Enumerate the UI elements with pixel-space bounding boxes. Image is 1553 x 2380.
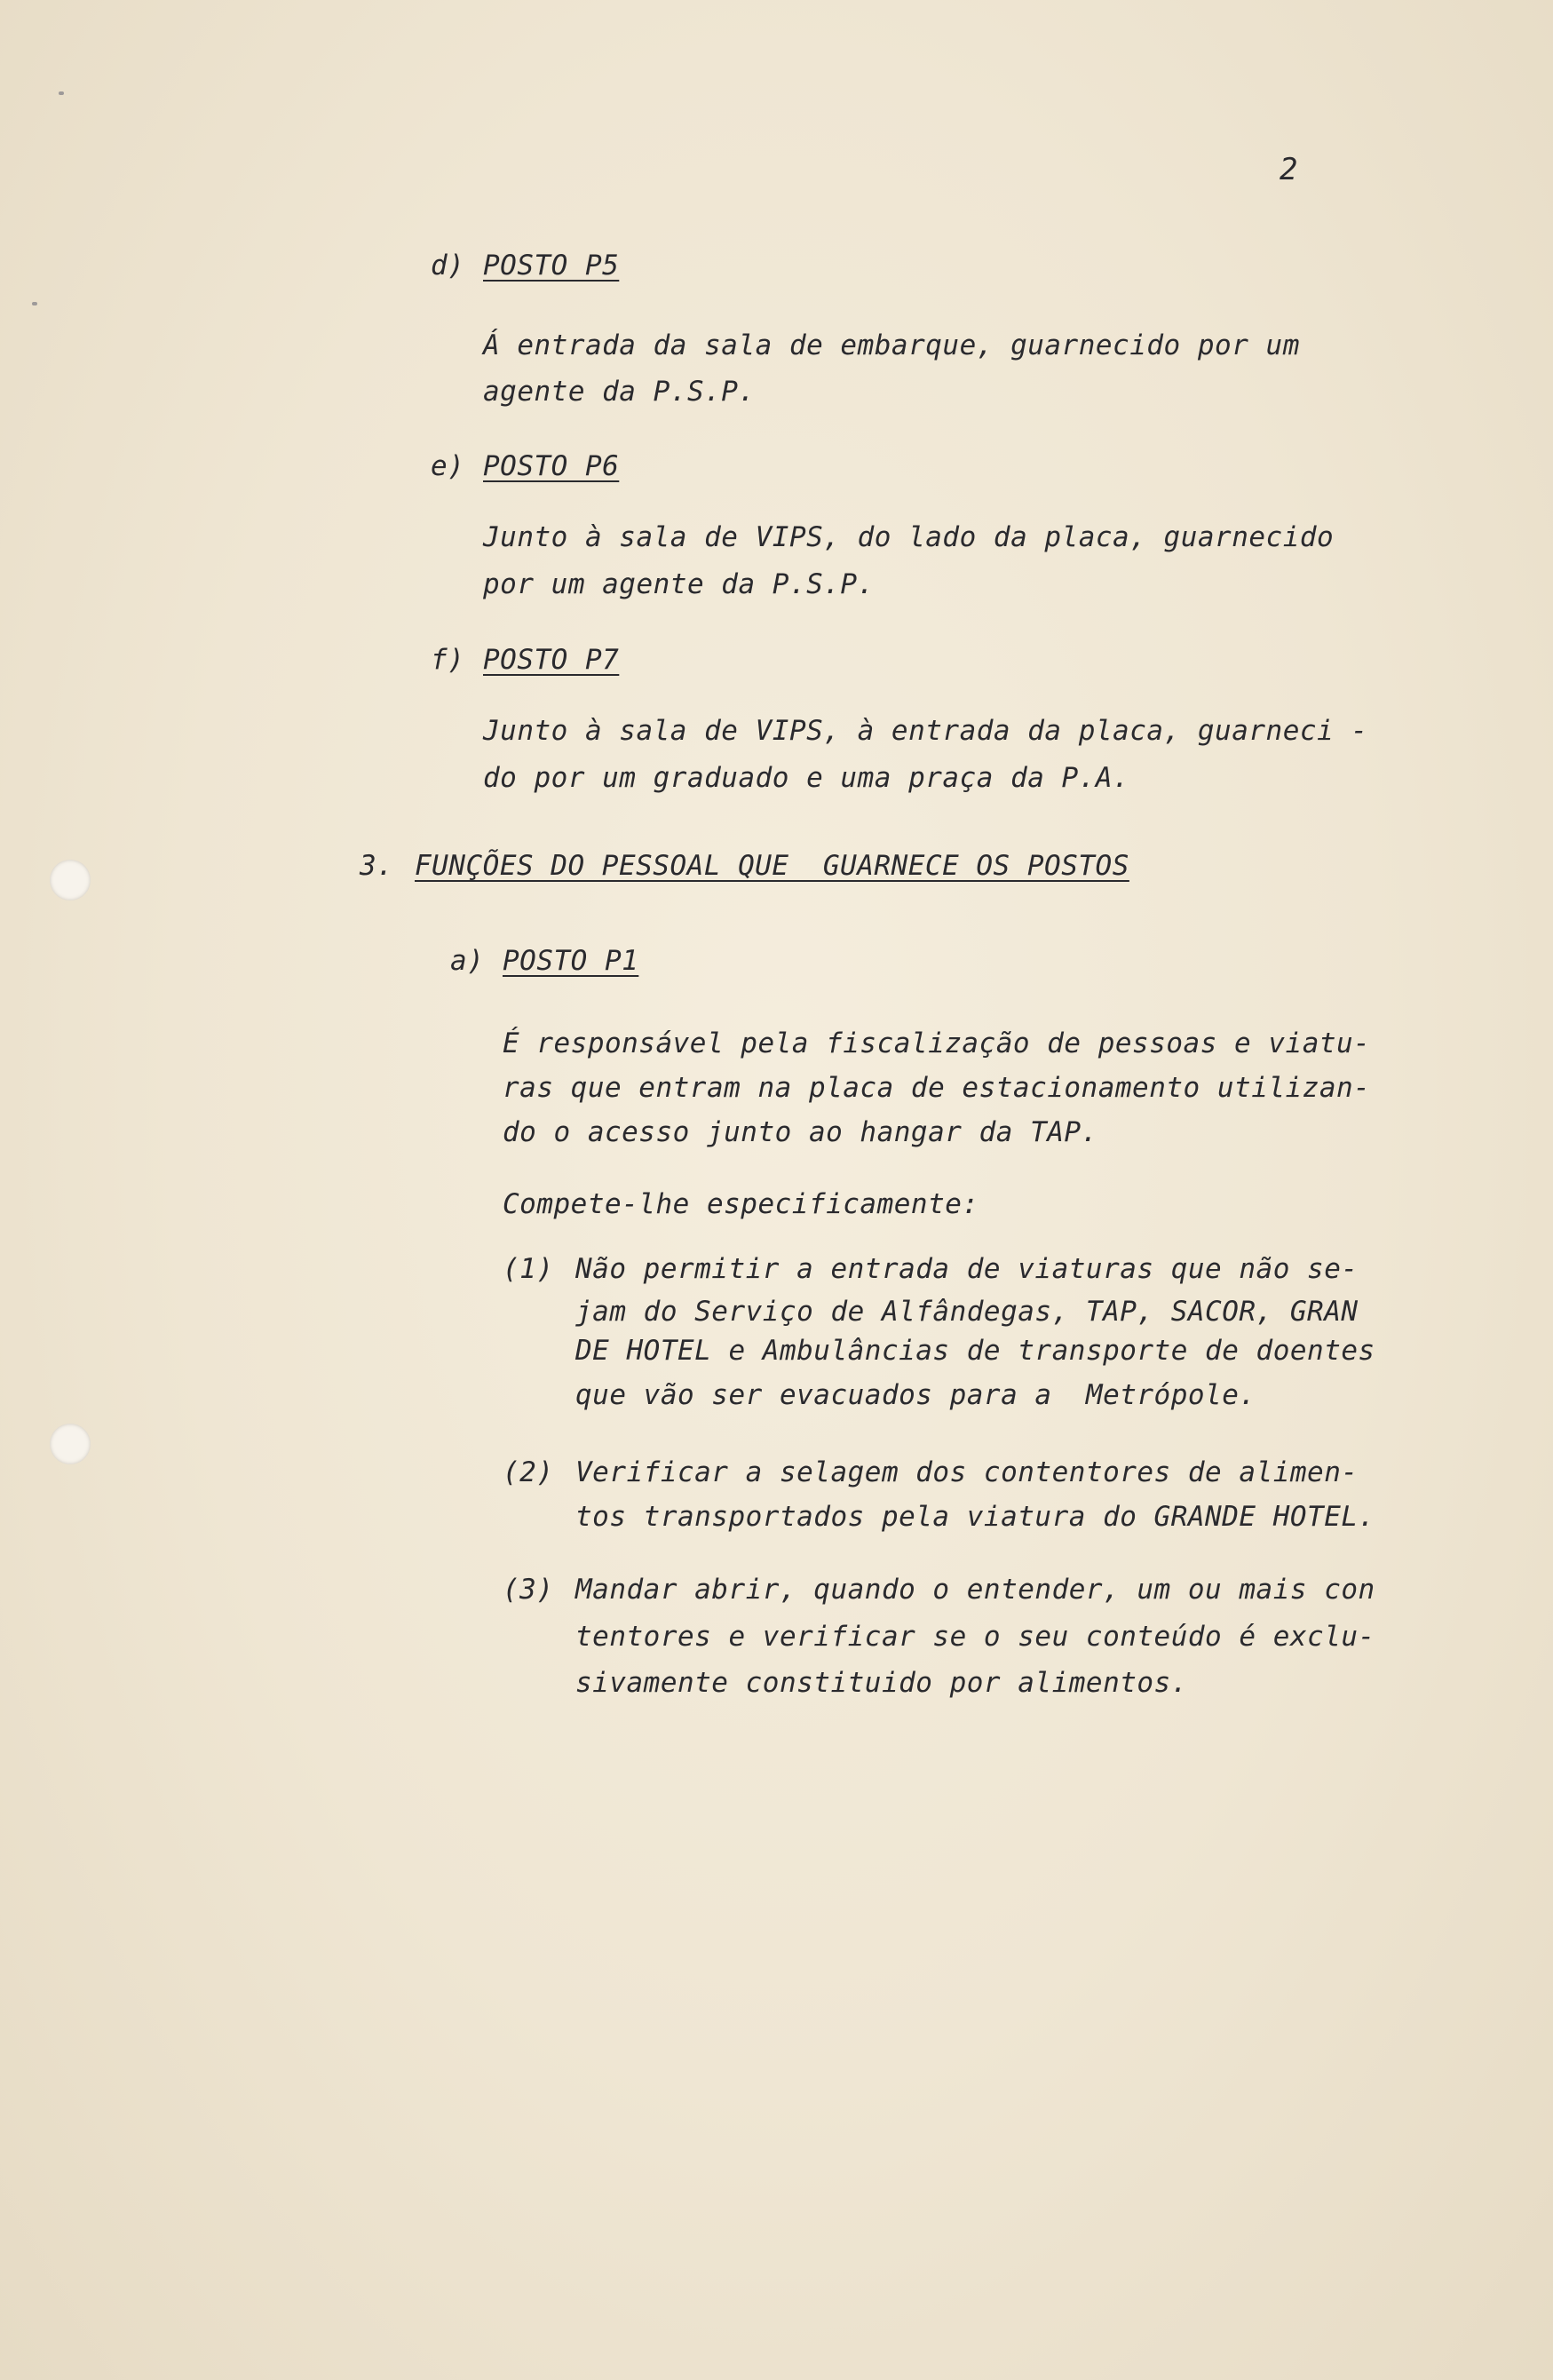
page-number: 2 xyxy=(1280,152,1298,187)
item-label-f: f) xyxy=(431,644,465,676)
paper-speck xyxy=(32,302,37,305)
item-label-d: d) xyxy=(431,250,465,282)
posto-p6-line-1: Junto à sala de VIPS, do lado da placa, guarnecido xyxy=(483,521,1335,553)
posto-p1-paragraph-line-3: do o acesso junto ao hangar da TAP. xyxy=(503,1116,1098,1148)
heading-posto-p5: POSTO P5 xyxy=(483,250,620,282)
list-item-2-line-1: Verificar a selagem dos contentores de alimen- xyxy=(575,1456,1359,1488)
heading-posto-p6: POSTO P6 xyxy=(483,450,620,482)
list-item-number-3: (3) xyxy=(503,1574,554,1606)
heading-posto-p7: POSTO P7 xyxy=(483,644,620,676)
compete-intro: Compete-lhe especificamente: xyxy=(503,1188,979,1220)
punch-hole-bottom xyxy=(50,1424,91,1464)
item-label-e: e) xyxy=(431,450,465,482)
posto-p5-line-2: agente da P.S.P. xyxy=(483,376,756,408)
list-item-2-line-2: tos transportados pela viatura do GRANDE HOTEL. xyxy=(575,1501,1375,1533)
list-item-number-2: (2) xyxy=(503,1456,554,1488)
posto-p1-paragraph-line-2: ras que entram na placa de estacionamento utilizan- xyxy=(503,1072,1371,1104)
item-label-a: a) xyxy=(450,945,485,977)
list-item-3-line-3: sivamente constituido por alimentos. xyxy=(575,1667,1188,1699)
posto-p7-line-1: Junto à sala de VIPS, à entrada da placa, guarneci - xyxy=(483,715,1368,747)
list-item-1-line-1: Não permitir a entrada de viaturas que não se- xyxy=(575,1253,1359,1285)
list-item-1-line-3: DE HOTEL e Ambulâncias de transporte de doentes xyxy=(575,1335,1375,1367)
section-3-heading: FUNÇÕES DO PESSOAL QUE GUARNECE OS POSTOS xyxy=(415,850,1129,882)
heading-posto-p1: POSTO P1 xyxy=(503,945,639,977)
list-item-1-line-2: jam do Serviço de Alfândegas, TAP, SACOR, GRAN xyxy=(575,1296,1359,1328)
list-item-1-line-4: que vão ser evacuados para a Metrópole. xyxy=(575,1379,1256,1411)
punch-hole-top xyxy=(50,860,91,900)
posto-p6-line-2: por um agente da P.S.P. xyxy=(483,568,875,600)
posto-p5-line-1: Á entrada da sala de embarque, guarnecido por um xyxy=(483,329,1300,361)
posto-p1-paragraph-line-1: É responsável pela fiscalização de pessoas e viatu- xyxy=(503,1027,1371,1059)
paper-speck xyxy=(59,91,64,95)
list-item-3-line-1: Mandar abrir, quando o entender, um ou mais con xyxy=(575,1574,1375,1606)
section-number-3: 3. xyxy=(360,850,394,882)
list-item-number-1: (1) xyxy=(503,1253,554,1285)
list-item-3-line-2: tentores e verificar se o seu conteúdo é exclu- xyxy=(575,1621,1375,1653)
posto-p7-line-2: do por um graduado e uma praça da P.A. xyxy=(483,762,1130,794)
